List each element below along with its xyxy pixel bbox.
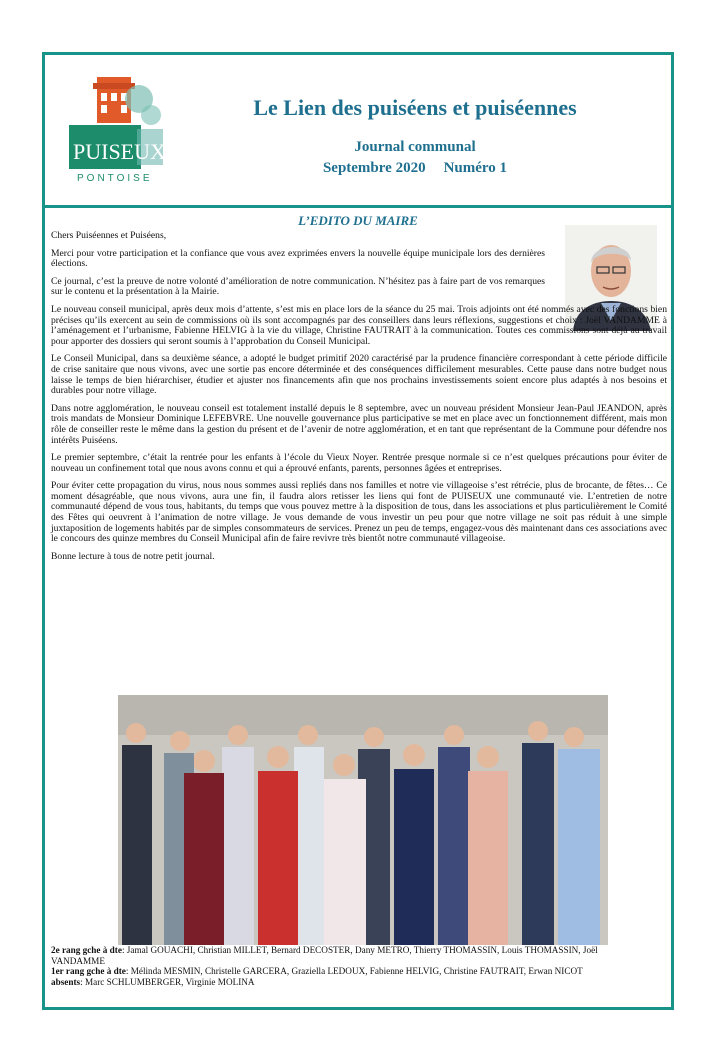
edito-paragraph: Le premier septembre, c’était la rentrée pour les enfants à l’école du Vieux Noyer. Rentrée presque normale si ce n’est quelques précautions pour éviter de nouveau un confinement total que nous avons connu et qui a éprouvé enfants, parents, personnes âgées et entreprises. <box>51 452 667 474</box>
caption-row-1 <box>51 966 651 977</box>
issue-line <box>245 158 585 179</box>
edito-paragraph: Merci pour votre participation et la confiance que vous avez exprimées envers la nouvelle équipe municipale lors des dernières élections. <box>51 247 545 270</box>
newsletter-frame <box>42 52 674 1010</box>
photo-caption <box>51 945 651 987</box>
council-group-photo <box>118 695 608 945</box>
edito-paragraph: Dans notre agglomération, le nouveau conseil est totalement installé depuis le 8 septembre, avec un nouveau président Monsieur Jean-Paul JEANDON, après trois mandats de Monsieur Dominique LEFEBVRE. Une nouvelle gouvernance plus participative se met en place avec un fonctionnement différent, mais mon rôle de conseiller reste le même dans la gestion du présent et de l’avenir de notre agglomération, et en tant que représentant de la Commune pour défendre nos intérêts Puiséens. <box>51 402 667 446</box>
edito-paragraph: Le nouveau conseil municipal, après deux mois d’attente, s’est mis en place lors de la séance du 25 mai. Trois adjoints ont été nommés avec des fonctions bien précises qu’ils exercent au sein de commissions où ils sont accompagnés par des conseillers dans leurs réflexions, suggestions et choix : Joël VANDAMME à l’aménagement et l’urbanisme, Fabienne HELVIG à la vie du village, Christine FAUTRAIT à la communication. Toutes ces commissions sont déjà au travail pour apporter des dossiers qui seront soumis à l’approbation du Conseil Municipal. <box>51 303 667 347</box>
caption-absent <box>51 977 651 988</box>
caption-row1-label: 1er rang gche à dte <box>51 966 126 977</box>
puiseux-logo <box>67 69 167 189</box>
newsletter-header <box>45 55 671 208</box>
edito-paragraph: Le Conseil Municipal, dans sa deuxième séance, a adopté le budget primitif 2020 caractérisé par la prudence financière correspondant à cette période difficile de crise sanitaire que nous vivons, avec une sortie pas encore déterminée et des conséquences difficilement mesurables. Cette pause dans notre budget nous laisse le temps de bien hiérarchiser, étudier et ajuster nos financements afin que nos prochains investissements soient encore plus adaptés à nos besoins et durables pour notre village. <box>51 353 667 397</box>
caption-row1-names: : Mélinda MESMIN, Christelle GARCERA, Graziella LEDOUX, Fabienne HELVIG, Christine FAUTRAIT, Erwan NICOT <box>125 966 583 977</box>
caption-absent-names: : Marc SCHLUMBERGER, Virginie MOLINA <box>80 976 255 987</box>
logo-main-text: PUISEUX <box>73 139 166 164</box>
logo-sub-text: PONTOISE <box>77 173 153 184</box>
edito-closing: Bonne lecture à tous de notre petit journal. <box>51 550 215 562</box>
subtitle-journal: Journal communal <box>354 139 476 155</box>
edito-body <box>51 231 667 569</box>
caption-row2-label: 2e rang gche à dte <box>51 945 122 955</box>
issue-date: Septembre 2020 <box>322 160 426 176</box>
edito-heading: L’EDITO DU MAIRE <box>298 213 418 228</box>
edito-paragraph: Pour éviter cette propagation du virus, nous nous sommes aussi repliés dans nos familles et notre vie villageoise s’est rétrécie, plus de brocante, de fêtes… Ce moment désagréable, que nous vivons, aura une fin, il faudra alors retisser les liens qui font de PUISEUX une communauté vie. L’entretien de notre communauté dépend de vous tous, habitants, du temps que vous pouvez mettre à la disposition de tous, dans les associations et plus particulièrement le Comité des Fêtes qui oeuvrent à l’animation de notre village. Je vous demande de vous investir un peu pour que notre village ne soit pas réduit à une simple juxtaposition de logements habités par de simples consommateurs de services. Prenez un peu de temps, engagez-vous dès maintenant dans ces associations avec le concours des quinze membres du Conseil Municipal afin de faire revivre très bientôt notre communauté villageoise. <box>51 480 667 545</box>
caption-absent-label: absents <box>51 976 81 987</box>
issue-number: Numéro 1 <box>443 160 508 176</box>
edito-paragraph: Ce journal, c’est la preuve de notre volonté d’amélioration de notre communication. N’hésitez pas à faire part de vos remarques sur le contenu et la présentation à la Mairie. <box>51 275 545 298</box>
caption-row-2 <box>51 945 651 966</box>
newsletter-subtitle <box>245 137 585 179</box>
edito-greeting: Chers Puiséennes et Puiséens, <box>51 230 167 241</box>
caption-row2-names: : Jamal GOUACHI, Christian MILLET, Bernard DECOSTER, Dany METRO, Thierry THOMASSIN, Louis THOMASSIN, Joël VANDAMME <box>51 945 598 966</box>
newsletter-title: Le Lien des puiséens et puiséennes <box>253 95 577 120</box>
